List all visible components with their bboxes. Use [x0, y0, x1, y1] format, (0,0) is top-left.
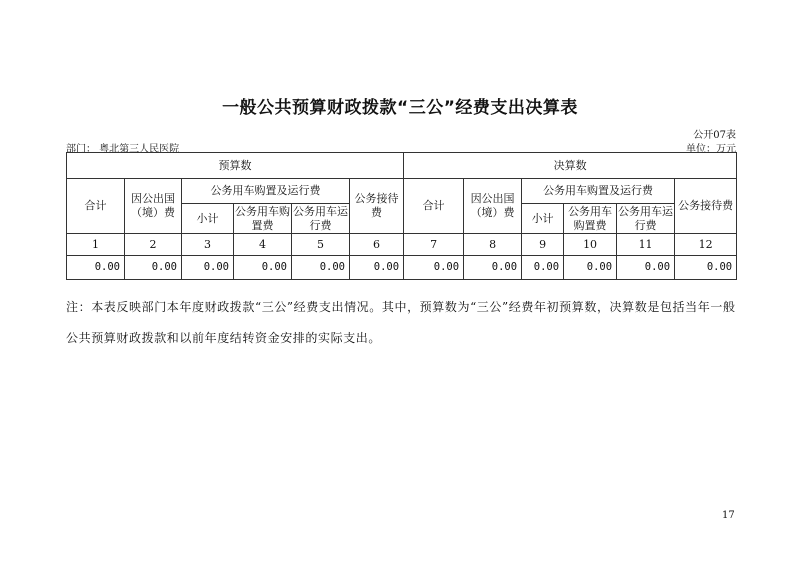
column-number: 12	[675, 234, 737, 256]
final-total-header: 合计	[404, 179, 464, 234]
value-cell: 0.00	[564, 256, 617, 280]
budget-abroad-header: 因公出国（境）费	[125, 179, 182, 234]
value-cell: 0.00	[292, 256, 350, 280]
department-label: 部门： 粤北第三人民医院	[66, 144, 180, 155]
final-header: 决算数	[404, 153, 737, 179]
budget-vehicle-operation-header: 公务用车运行费	[293, 204, 348, 232]
final-vehicle-operation-header: 公务用车运行费	[618, 204, 674, 232]
budget-header: 预算数	[67, 153, 404, 179]
value-cell: 0.00	[522, 256, 564, 280]
page-title: 一般公共预算财政拨款“三公”经费支出决算表	[222, 98, 578, 118]
column-number: 10	[564, 234, 617, 256]
value-cell: 0.00	[675, 256, 737, 280]
final-subtotal-header: 小计	[522, 204, 564, 234]
value-cell: 0.00	[67, 256, 125, 280]
unit-label: 单位：万元	[686, 144, 736, 155]
value-cell: 0.00	[182, 256, 234, 280]
column-number: 2	[125, 234, 182, 256]
page-number: 17	[722, 510, 735, 521]
column-number: 8	[464, 234, 522, 256]
final-abroad-header: 因公出国（境）费	[464, 179, 522, 234]
value-cell: 0.00	[464, 256, 522, 280]
column-number-row	[67, 234, 737, 256]
budget-vehicle-purchase-header: 公务用车购置费	[235, 204, 290, 232]
expense-table	[66, 152, 737, 280]
form-code: 公开07表	[693, 130, 736, 141]
value-cell: 0.00	[404, 256, 464, 280]
column-number: 3	[182, 234, 234, 256]
value-row	[67, 256, 737, 280]
column-number: 1	[67, 234, 125, 256]
final-vehicle-purchase-header: 公务用车购置费	[564, 204, 617, 234]
budget-total-header: 合计	[67, 179, 125, 234]
budget-vehicle-header: 公务用车购置及运行费	[182, 179, 350, 204]
column-number: 6	[350, 234, 404, 256]
value-cell: 0.00	[234, 256, 292, 280]
footnote: 注：本表反映部门本年度财政拨款“三公”经费支出情况。其中，预算数为“三公”经费年初预算数，决算数是包括当年一般公共预算财政拨款和以前年度结转资金安排的实际支出。	[66, 300, 736, 345]
column-number: 7	[404, 234, 464, 256]
budget-subtotal-header: 小计	[182, 204, 234, 234]
column-number: 11	[617, 234, 675, 256]
column-number: 4	[234, 234, 292, 256]
value-cell: 0.00	[350, 256, 404, 280]
value-cell: 0.00	[125, 256, 182, 280]
budget-reception-header: 公务接待费	[350, 179, 404, 234]
final-vehicle-header: 公务用车购置及运行费	[522, 179, 675, 204]
final-reception-header: 公务接待费	[675, 179, 737, 234]
value-cell: 0.00	[617, 256, 675, 280]
column-number: 9	[522, 234, 564, 256]
column-number: 5	[292, 234, 350, 256]
